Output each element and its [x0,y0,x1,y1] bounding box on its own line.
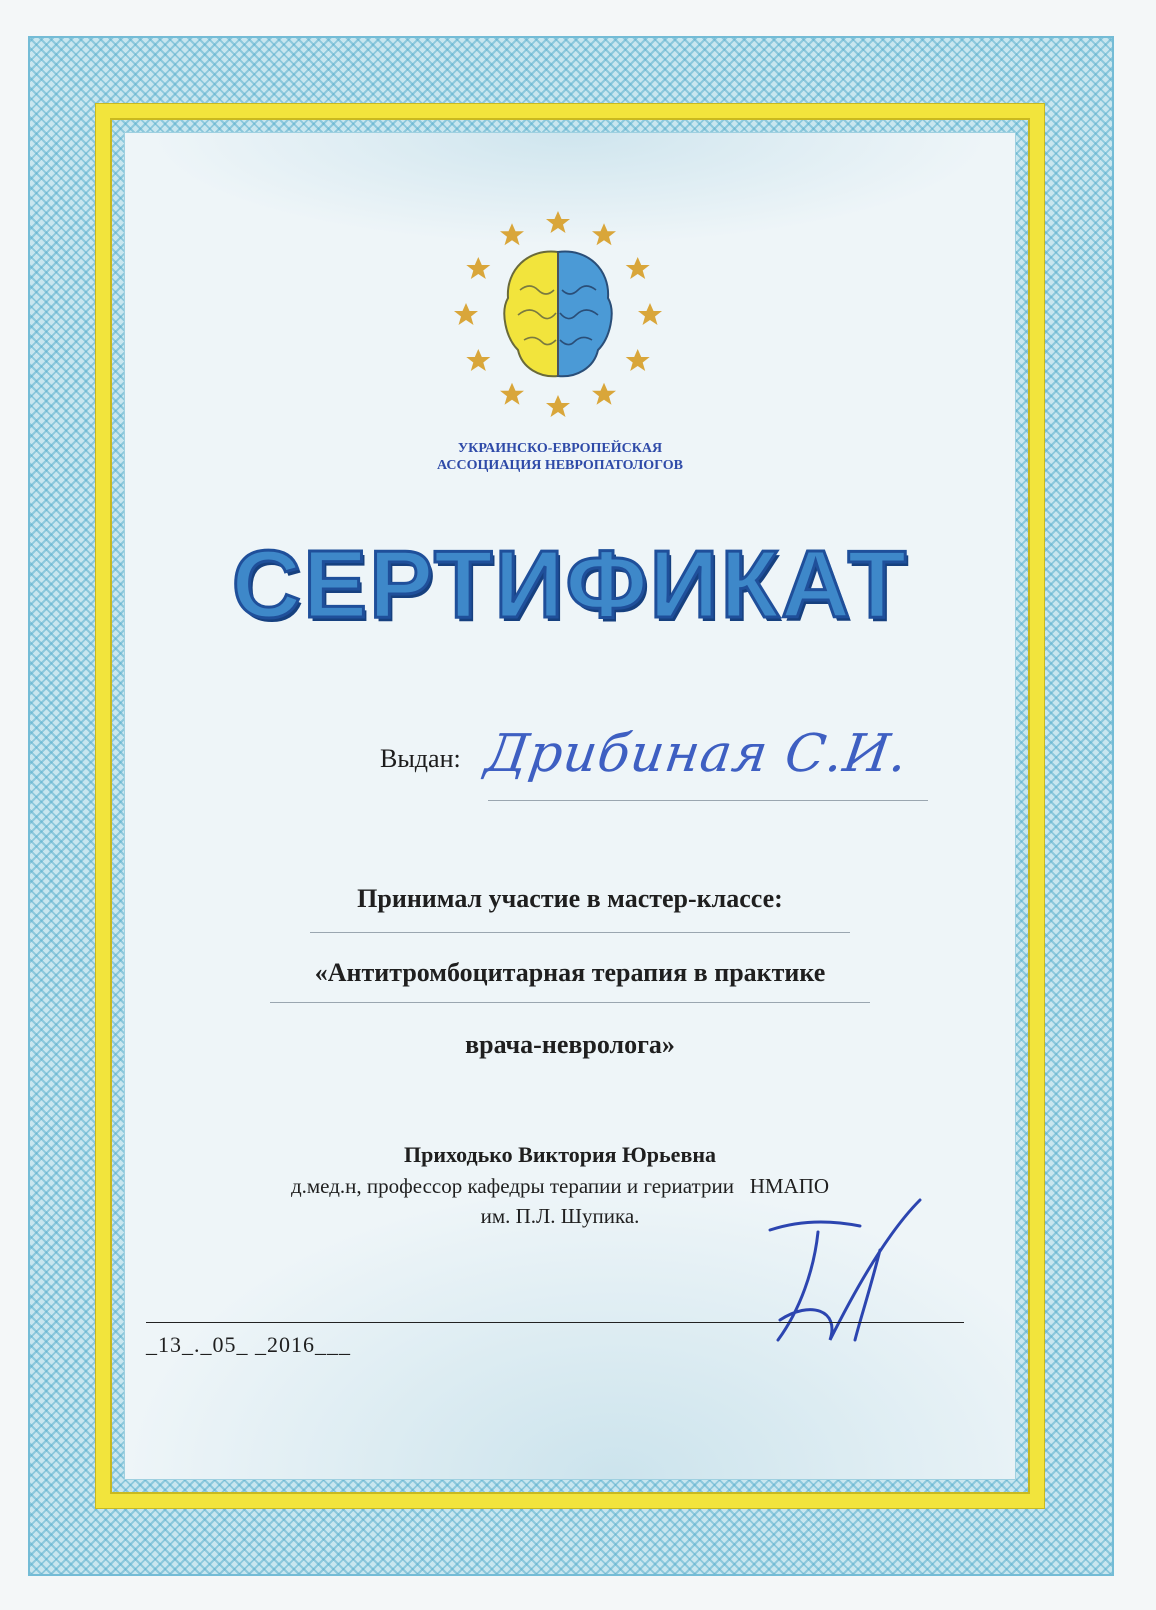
star-icon [638,303,662,325]
star-icon [626,349,650,371]
star-icon [500,383,524,405]
handwritten-signature [760,1190,940,1350]
star-icon [592,383,616,405]
name-underline [488,800,928,801]
participation-text: Принимал участие в мастер-классе: [357,884,783,913]
course-underline-1 [270,1002,870,1003]
brain-icon [504,252,611,377]
issue-date: _13_._05_ _2016___ [146,1332,351,1357]
organization-name-line2: АССОЦИАЦИЯ НЕВРОПАТОЛОГОВ [437,458,683,473]
star-icon [466,349,490,371]
participation-underline [310,932,850,933]
certificate-title: СЕРТИФИКАТ [231,531,909,638]
course-title-line1: «Антитромбоцитарная терапия в практике [314,958,826,987]
recipient-name-handwritten: Дрибиная С.И. [481,724,912,784]
star-icon [546,395,570,417]
star-icon [466,257,490,279]
star-icon [454,303,478,325]
star-icon [592,223,616,245]
star-icon [500,223,524,245]
organization-name-line1: УКРАИНСКО-ЕВРОПЕЙСКАЯ [457,441,663,456]
star-icon [626,257,650,279]
lecturer-institution: им. П.Л. Шупика. [480,1204,640,1228]
brain-with-stars-logo [448,200,668,430]
star-icon [546,211,570,233]
signature-line [146,1322,964,1323]
lecturer-position: д.мед.н, профессор кафедры терапии и гериатрии НМАПО [290,1174,830,1198]
organization-name [380,440,740,474]
issued-row [380,724,980,820]
course-title-line2: врача-невролога» [465,1030,675,1059]
lecturer-name: Приходько Виктория Юрьевна [403,1142,717,1167]
issued-label: Выдан: [380,744,461,773]
